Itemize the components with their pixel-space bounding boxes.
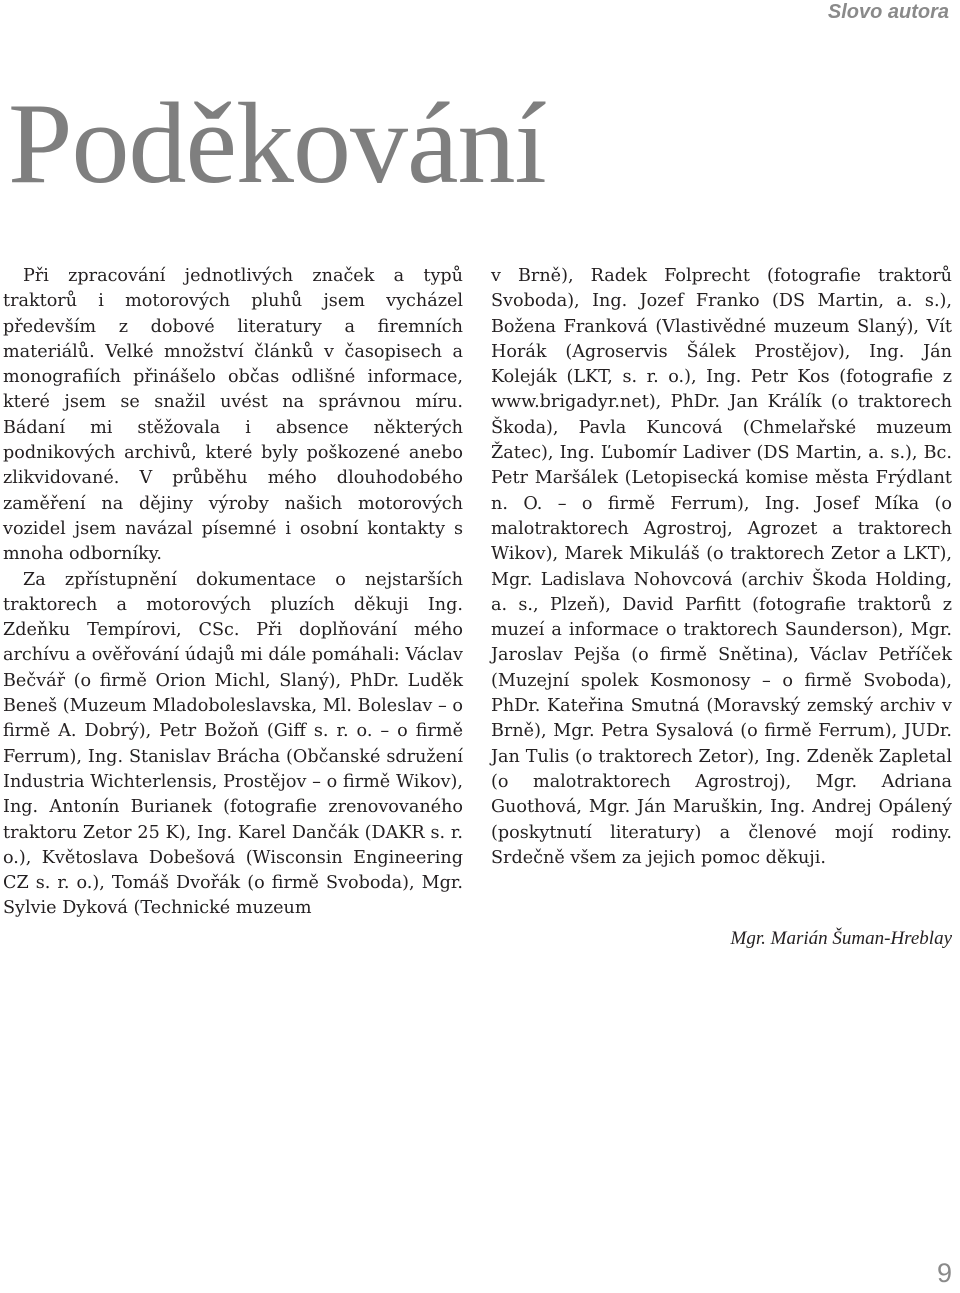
author-signature: Mgr. Marián Šuman-Hreblay: [730, 928, 952, 949]
body-column-left: [3, 264, 463, 922]
body-column-right: [491, 264, 952, 871]
page-number: 9: [936, 1258, 952, 1288]
paragraph-acknowledgements-continued: v Brně), Radek Folprecht (fotografie traktorů Svoboda), Ing. Jozef Franko (DS Martin, a. s.), Božena Franková (Vlastivědné muzeum Slaný), Vít Horák (Agroservis Šálek Prostějov), Ing. Ján Koleják (LKT, s. r. o.), Ing. Petr Kos (fotografie z www.brigadyr.net), PhDr. Jan Králík (o traktorech Škoda), Pavla Kuncová (Chmelařské muzeum Žatec), Ing. Ľubomír Ladiver (DS Martin, a. s.), Bc. Petr Maršálek (Letopisecká komise města Frýdlant n. O. – o firmě Ferrum), Ing. Josef Míka (o malotraktorech Agrostroj, Agrozet a traktorech Wikov), Marek Mikuláš (o traktorech Zetor a LKT), Mgr. Ladislava Nohovcová (archiv Škoda Holding, a. s., Plzeň), David Parfitt (fotografie traktorů z muzeí a informace o traktorech Saunderson), Mgr. Jaroslav Pejša (o firmě Snětina), Václav Petříček (Muzejní spolek Kosmonosy – o firmě Svoboda), PhDr. Kateřina Smutná (Moravský zemský archiv v Brně), Mgr. Petra Sysalová (o firmě Ferrum), JUDr. Jan Tulis (o traktorech Zetor), Ing. Zdeněk Zapletal (o malotraktorech Agrostroj), Mgr. Adriana Guothová, Mgr. Ján Maruškin, Ing. Andrej Opálený (poskytnutí literatury) a členové mojí rodiny. Srdečně všem za jejich pomoc děkuji.: [491, 266, 952, 868]
page-title: Poděkování: [8, 80, 546, 208]
paragraph-sources: Při zpracování jednotlivých značek a typů traktorů i motorových pluhů jsem vycházel především z dobové literatury a firemních materiálů. Velké množství článků v časopisech a monografiích přinášelo občas odlišné informace, které jsem se snažil uvést na správnou míru. Bádaní mi stěžovala i absence některých podnikových archivů, které byly poškozené anebo zlikvidované. V průběhu mého dlouhodobého zaměření na dějiny výroby našich motorových vozidel jsem navázal písemné i osobní kontakty s mnoha odborníky.: [3, 266, 463, 565]
section-label: Slovo autora: [827, 1, 949, 23]
paragraph-acknowledgements: Za zpřístupnění dokumentace o nejstarších traktorech a motorových pluzích děkuji Ing. Zdeňku Tempírovi, CSc. Při doplňování mého archívu a ověřování údajů mi dále pomáhali: Václav Bečvář (o firmě Orion Michl, Slaný), PhDr. Luděk Beneš (Muzeum Mladoboleslavska, Ml. Boleslav – o firmě A. Dobrý), Petr Božoň (Giff s. r. o. – o firmě Ferrum), Ing. Stanislav Brácha (Občanské sdružení Industria Wichterlensis, Prostějov – o firmě Wikov), Ing. Antonín Burianek (fotografie zrenovovaného traktoru Zetor 25 K), Ing. Karel Dančák (DAKR s. r. o.), Květoslava Dobešová (Wisconsin Engineering CZ s. r. o.), Tomáš Dvořák (o firmě Svoboda), Mgr. Sylvie Dyková (Technické muzeum: [3, 569, 463, 919]
